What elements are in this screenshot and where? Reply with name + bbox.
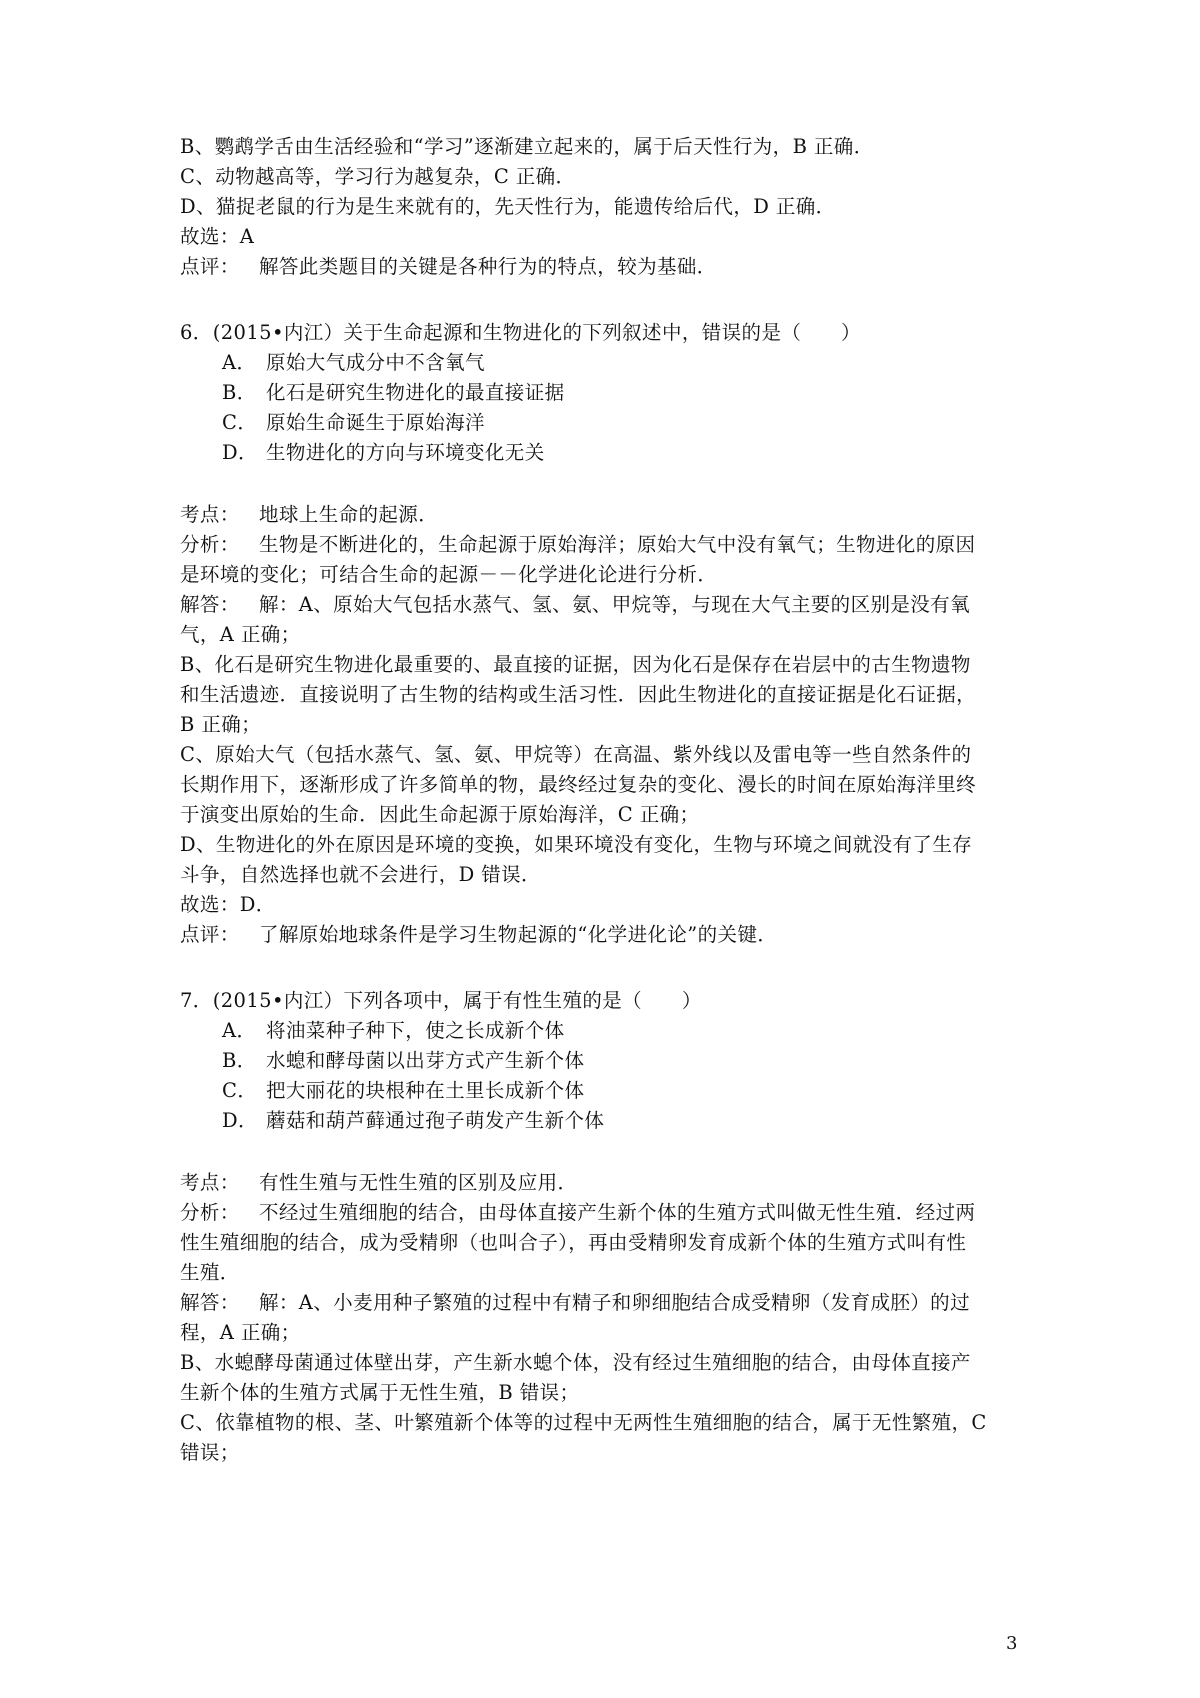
q6-option-a: [222, 348, 1072, 378]
q6-jieda: [180, 590, 1030, 620]
q6-option-c-letter: C．: [222, 411, 258, 434]
q7-c-line2: 错误；: [180, 1441, 240, 1464]
q6-stem: 6．(2015•内江）关于生命起源和生物进化的下列叙述中，错误的是（ ）: [180, 321, 861, 344]
q6-option-b-text: 化石是研究生物进化的最直接证据: [266, 381, 565, 404]
q7-fenxi: [180, 1198, 1030, 1228]
q5-comment-text: 解答此类题目的关键是各种行为的特点，较为基础．: [259, 255, 717, 278]
q7-kaodian: [180, 1168, 1030, 1198]
q5-explanation-b: B、鹦鹉学舌由生活经验和“学习”逐渐建立起来的，属于后天性行为，B 正确．: [180, 135, 874, 158]
q5-answer: 故选：A: [180, 225, 255, 248]
q7-option-a-text: 将油菜种子种下，使之长成新个体: [266, 1019, 565, 1042]
q6-comment-text: 了解原始地球条件是学习生物起源的“化学进化论”的关键．: [259, 923, 778, 946]
q7-option-d-text: 蘑菇和葫芦藓通过孢子萌发产生新个体: [266, 1109, 605, 1132]
q6-option-c: [222, 408, 1072, 438]
q7-option-a: [222, 1016, 1072, 1046]
q6-jieda-line1: 解：A、原始大气包括水蒸气、氢、氨、甲烷等，与现在大气主要的区别是没有氧: [259, 593, 970, 616]
page-number: 3: [1006, 1633, 1018, 1654]
q6-option-b: [222, 378, 1072, 408]
q6-fenxi-line2: 是环境的变化；可结合生命的起源－－化学进化论进行分析．: [180, 563, 718, 586]
q6-jieda-label: 解答：: [180, 593, 240, 616]
q6-option-d: [222, 438, 1072, 468]
q6-option-d-letter: D．: [222, 441, 258, 464]
q6-jieda-line2: 气，A 正确；: [180, 623, 301, 646]
q7-fenxi-line2: 性生殖细胞的结合，成为受精卵（也叫合子），再由受精卵发育成新个体的生殖方式叫有性: [180, 1231, 967, 1254]
q6-b-line2: 和生活遗迹．直接说明了古生物的结构或生活习性．因此生物进化的直接证据是化石证据，: [180, 683, 977, 706]
q6-d-line1: D、生物进化的外在原因是环境的变换，如果环境没有变化，生物与环境之间就没有了生存: [180, 833, 973, 856]
q7-option-c-text: 把大丽花的块根种在土里长成新个体: [266, 1079, 585, 1102]
q6-answer: 故选：D．: [180, 893, 276, 916]
q6-c-line1: C、原始大气（包括水蒸气、氢、氨、甲烷等）在高温、紫外线以及雷电等一些自然条件的: [180, 743, 972, 766]
q6-d-line2: 斗争，自然选择也就不会进行，D 错误．: [180, 863, 541, 886]
q7-kaodian-text: 有性生殖与无性生殖的区别及应用．: [259, 1171, 578, 1194]
q7-option-d-letter: D．: [222, 1109, 258, 1132]
q7-option-c: [222, 1076, 1072, 1106]
q7-jieda-line1: 解：A、小麦用种子繁殖的过程中有精子和卵细胞结合成受精卵（发育成胚）的过: [259, 1291, 970, 1314]
q6-fenxi-line1: 生物是不断进化的，生命起源于原始海洋；原始大气中没有氧气；生物进化的原因: [259, 533, 976, 556]
q5-comment: [180, 252, 1030, 282]
q6-option-d-text: 生物进化的方向与环境变化无关: [266, 441, 545, 464]
q6-kaodian-label: 考点：: [180, 503, 240, 526]
q7-fenxi-label: 分析：: [180, 1201, 240, 1224]
q7-option-d: [222, 1106, 1072, 1136]
q6-b-line3: B 正确；: [180, 713, 262, 736]
q7-stem: 7．(2015•内江）下列各项中，属于有性生殖的是（ ）: [180, 989, 702, 1012]
q7-c-line1: C、依靠植物的根、茎、叶繁殖新个体等的过程中无两性生殖细胞的结合，属于无性繁殖，C: [180, 1411, 987, 1434]
q7-fenxi-line1: 不经过生殖细胞的结合，由母体直接产生新个体的生殖方式叫做无性生殖．经过两: [259, 1201, 976, 1224]
q7-kaodian-label: 考点：: [180, 1171, 240, 1194]
q6-kaodian: [180, 500, 1030, 530]
q6-kaodian-text: 地球上生命的起源．: [259, 503, 439, 526]
q6-comment: [180, 920, 1030, 950]
q7-b-line1: B、水螅酵母菌通过体壁出芽，产生新水螅个体，没有经过生殖细胞的结合，由母体直接产: [180, 1351, 971, 1374]
q7-b-line2: 生新个体的生殖方式属于无性生殖，B 错误；: [180, 1381, 580, 1404]
q7-jieda-line2: 程，A 正确；: [180, 1321, 301, 1344]
q7-fenxi-line3: 生殖．: [180, 1261, 240, 1284]
q6-fenxi: [180, 530, 1030, 560]
q7-option-c-letter: C．: [222, 1079, 258, 1102]
q7-option-b-letter: B．: [222, 1049, 257, 1072]
q6-option-c-text: 原始生命诞生于原始海洋: [266, 411, 485, 434]
q6-c-line3: 于演变出原始的生命．因此生命起源于原始海洋，C 正确；: [180, 803, 700, 826]
q5-explanation-d: D、猫捉老鼠的行为是生来就有的，先天性行为，能遗传给后代，D 正确．: [180, 195, 836, 218]
q6-option-b-letter: B．: [222, 381, 257, 404]
q7-jieda: [180, 1288, 1030, 1318]
q6-option-a-letter: A．: [222, 351, 257, 374]
q6-comment-label: 点评：: [180, 923, 240, 946]
q6-option-a-text: 原始大气成分中不含氧气: [266, 351, 485, 374]
q7-option-b: [222, 1046, 1072, 1076]
q5-comment-label: 点评：: [180, 255, 240, 278]
q5-explanation-c: C、动物越高等，学习行为越复杂，C 正确．: [180, 165, 576, 188]
q7-option-b-text: 水螅和酵母菌以出芽方式产生新个体: [266, 1049, 585, 1072]
q7-option-a-letter: A．: [222, 1019, 257, 1042]
q6-c-line2: 长期作用下，逐渐形成了许多简单的物，最终经过复杂的变化、漫长的时间在原始海洋里终: [180, 773, 977, 796]
q7-jieda-label: 解答：: [180, 1291, 240, 1314]
q6-b-line1: B、化石是研究生物进化最重要的、最直接的证据，因为化石是保存在岩层中的古生物遗物: [180, 653, 971, 676]
q6-fenxi-label: 分析：: [180, 533, 240, 556]
